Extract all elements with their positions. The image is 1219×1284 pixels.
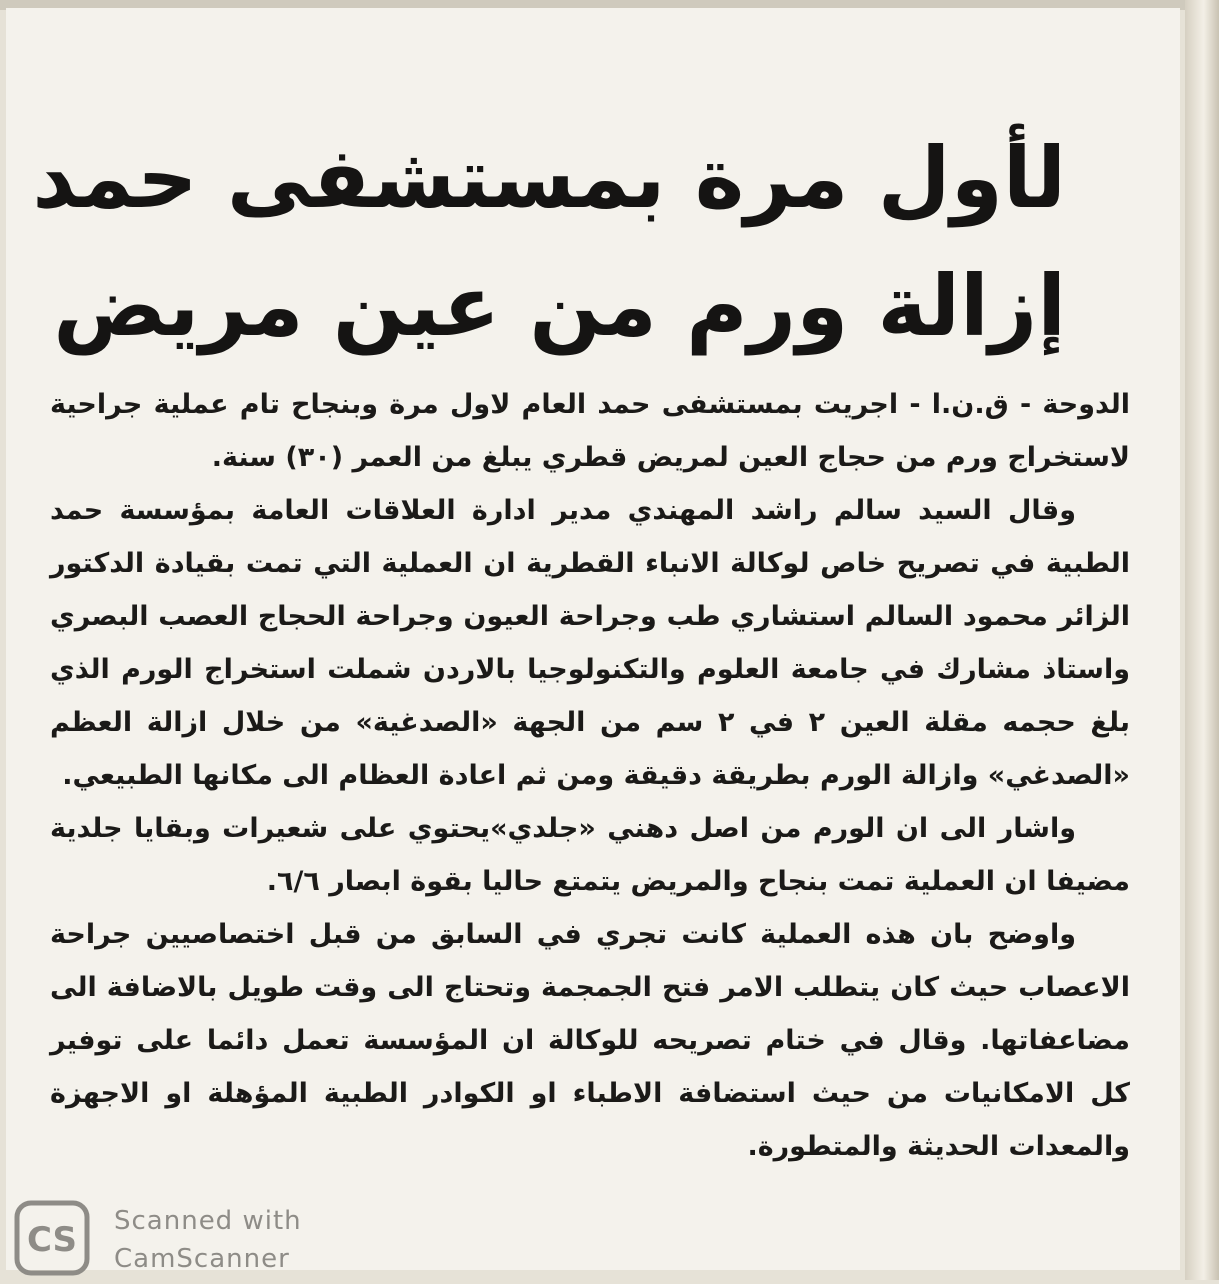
watermark-line-1: Scanned with	[114, 1206, 302, 1236]
article-body	[50, 378, 1130, 1173]
article-paragraph-3: واشار الى ان الورم من اصل دهني «جلدي»يحتوي على شعيرات وبقايا جلدية مضيفا ان العملية تمت بنجاح والمريض يتمتع حاليا بقوة ابصار ٦/٦.	[50, 813, 1130, 897]
newspaper-page	[6, 8, 1180, 1274]
article-paragraph-1: الدوحة - ق.ن.ا - اجريت بمستشفى حمد العام لاول مرة وبنجاح تام عملية جراحية لاستخراج ورم من حجاج العين لمريض قطري يبلغ من العمر (٣٠) سنة.	[50, 389, 1130, 473]
newspaper-clipping	[6, 8, 1180, 1198]
headline-line-2: إزالة ورم من عين مريض	[53, 257, 1066, 355]
camscanner-watermark	[14, 1200, 344, 1284]
watermark-line-2: CamScanner	[114, 1244, 290, 1274]
headline-line-1: لأول مرة بمستشفى حمد	[32, 129, 1066, 227]
article-paragraph-2: وقال السيد سالم راشد المهندي مدير ادارة العلاقات العامة بمؤسسة حمد الطبية في تصريح خاص لوكالة الانباء القطرية ان العملية التي تمت بقيادة الدكتور الزائر محمود السالم استشاري طب وجراحة العيون وجراحة الحجاج العصب البصري واستاذ مشارك في جامعة العلوم والتكنولوجيا بالاردن شملت استخراج الورم الذي بلغ حجمه مقلة العين ٢ في ٢ سم من الجهة «الصدغية» من خلال ازالة العظم «الصدغي» وازالة الورم بطريقة دقيقة ومن ثم اعادة العظام الى مكانها الطبيعي.	[50, 495, 1131, 791]
watermark-text	[114, 1202, 302, 1278]
scan-edge-right	[1185, 0, 1219, 1280]
camscanner-logo-text: CS	[26, 1220, 78, 1260]
camscanner-logo-icon	[14, 1200, 90, 1276]
article-paragraph-4: واوضح بان هذه العملية كانت تجري في السابق من قبل اختصاصيين جراحة الاعصاب حيث كان يتطلب الامر فتح الجمجمة وتحتاج الى وقت طويل بالاضافة الى مضاعفاتها. وقال في ختام تصريحه للوكالة ان المؤسسة تعمل دائما على توفير كل الامكانيات من حيث استضافة الاطباء او الكوادر الطبية المؤهلة او الاجهزة والمعدات الحديثة والمتطورة.	[50, 919, 1130, 1162]
